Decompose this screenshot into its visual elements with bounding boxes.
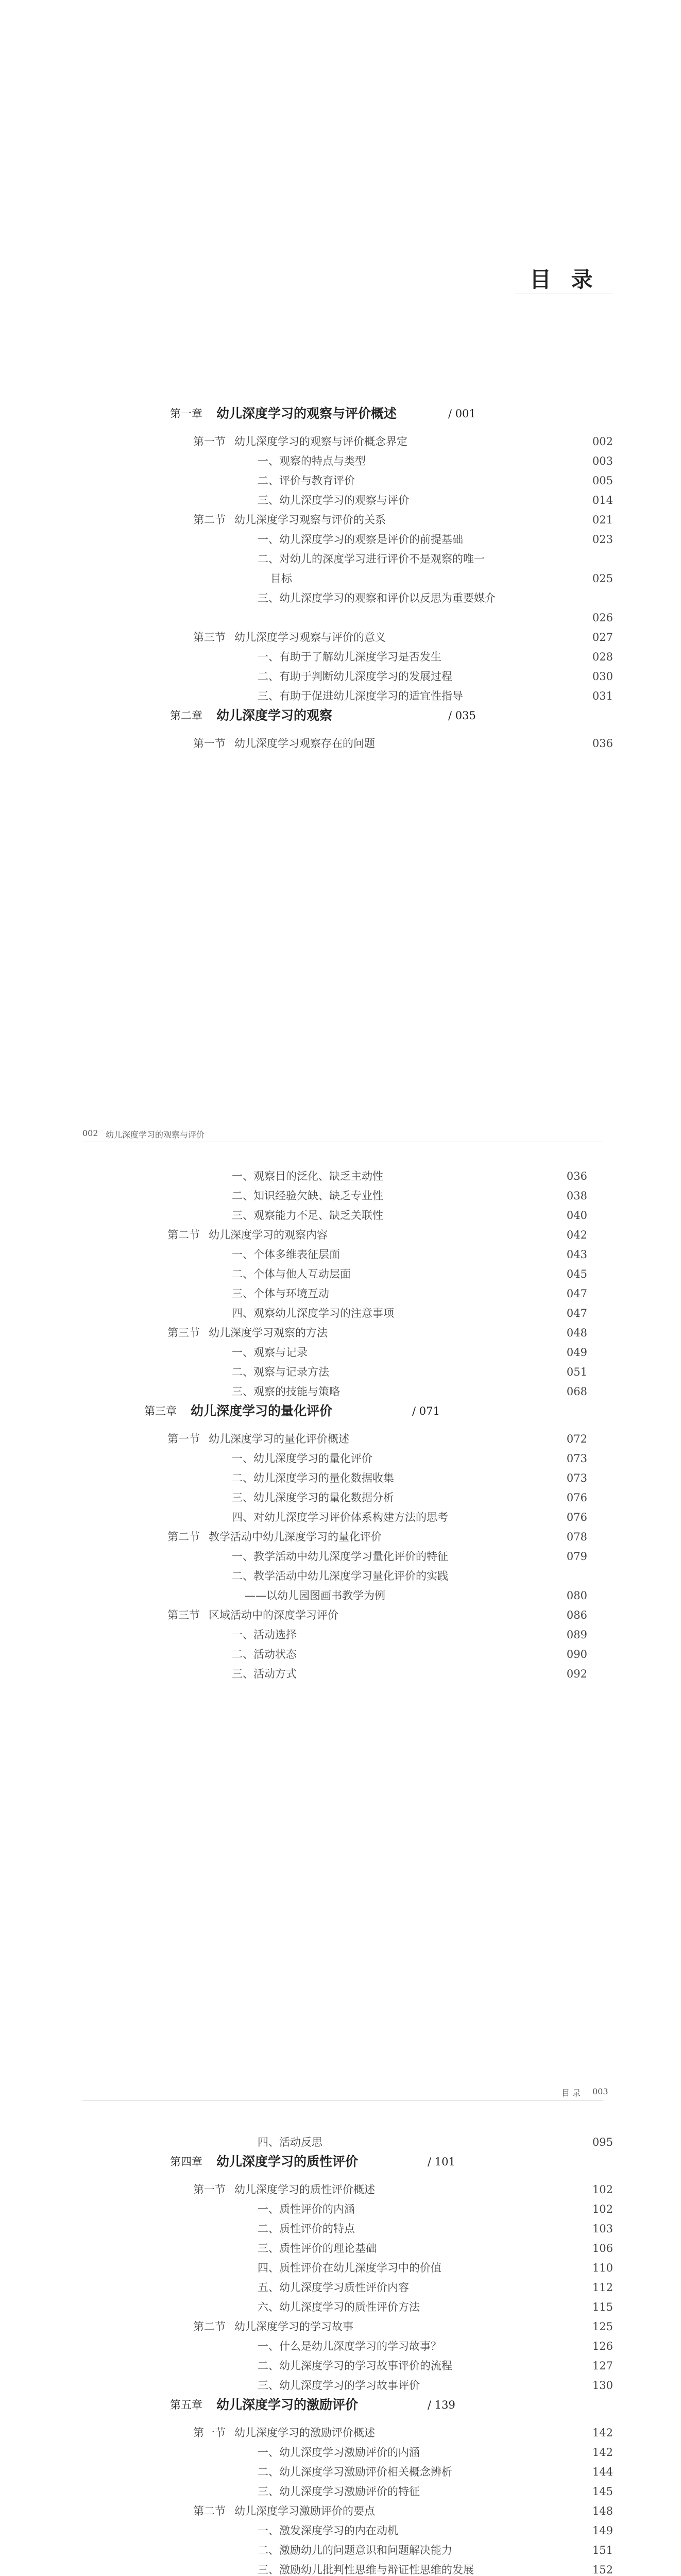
page-number: 049 bbox=[566, 1346, 587, 1359]
page-number: 051 bbox=[566, 1366, 587, 1378]
toc-item[interactable] bbox=[144, 1547, 587, 1566]
toc-item[interactable] bbox=[144, 1449, 587, 1468]
toc-title: 目 录 bbox=[530, 267, 599, 292]
chapter-title: 幼儿深度学习的激励评价 bbox=[216, 2397, 359, 2412]
page-number: 144 bbox=[592, 2466, 613, 2478]
item-title: 三、幼儿深度学习的量化数据分析 bbox=[232, 1492, 394, 1504]
section-title: 幼儿深度学习的观察与评价概念界定 bbox=[234, 435, 407, 448]
section-title: 幼儿深度学习观察的方法 bbox=[209, 1327, 328, 1339]
item-title: 二、教学活动中幼儿深度学习量化评价的实践 bbox=[232, 1570, 448, 1582]
section-title: 幼儿深度学习的质性评价概述 bbox=[234, 2183, 375, 2196]
page-number: 068 bbox=[566, 1385, 587, 1398]
page-number: 125 bbox=[592, 2320, 613, 2333]
item-title: 一、什么是幼儿深度学习的学习故事？ bbox=[258, 2340, 441, 2352]
section-title: 幼儿深度学习的激励评价概述 bbox=[234, 2427, 375, 2439]
item-title: 三、幼儿深度学习激励评价的特征 bbox=[258, 2485, 420, 2498]
toc-item[interactable] bbox=[170, 2376, 613, 2395]
toc-item[interactable] bbox=[170, 667, 613, 686]
item-title: 二、个体与他人互动层面 bbox=[232, 1268, 351, 1280]
section-label: 第三节 bbox=[193, 631, 226, 643]
toc-chapter[interactable] bbox=[170, 706, 613, 725]
page-header-number: 003 bbox=[592, 2087, 608, 2096]
page-number: 112 bbox=[592, 2281, 613, 2294]
section-title: 教学活动中幼儿深度学习的量化评价 bbox=[209, 1531, 382, 1543]
item-title: 一、质性评价的内涵 bbox=[258, 2203, 355, 2215]
page-number: 031 bbox=[592, 690, 613, 702]
item-title: 三、观察的技能与策略 bbox=[232, 1385, 340, 1398]
page-number: 080 bbox=[566, 1589, 587, 1602]
item-title: 二、质性评价的特点 bbox=[258, 2223, 355, 2235]
page-number: 047 bbox=[566, 1287, 587, 1300]
section-label: 第一节 bbox=[193, 2427, 226, 2439]
page-number: 003 bbox=[592, 455, 613, 467]
section-label: 第二节 bbox=[193, 2505, 226, 2517]
page-number: 151 bbox=[592, 2544, 613, 2556]
page-number: 106 bbox=[592, 2242, 613, 2255]
item-title: 一、观察目的泛化、缺乏主动性 bbox=[232, 1170, 383, 1182]
section-label: 第一节 bbox=[193, 435, 226, 448]
page-number: 002 bbox=[592, 435, 613, 448]
toc-item[interactable] bbox=[170, 589, 613, 607]
item-title: 三、质性评价的理论基础 bbox=[258, 2242, 377, 2255]
page-number: 073 bbox=[566, 1472, 587, 1484]
page-number: 092 bbox=[566, 1668, 587, 1680]
toc-item[interactable] bbox=[144, 1187, 587, 1205]
chapter-title: 幼儿深度学习的观察与评价概述 bbox=[216, 406, 397, 421]
toc-item[interactable] bbox=[144, 1167, 587, 1185]
section-label: 第一节 bbox=[193, 2183, 226, 2196]
item-title: 二、有助于判断幼儿深度学习的发展过程 bbox=[258, 670, 452, 683]
item-title: 目标 bbox=[270, 572, 292, 585]
toc-section[interactable] bbox=[170, 511, 613, 529]
item-title: 三、观察能力不足、缺乏关联性 bbox=[232, 1209, 383, 1222]
item-title: 四、观察幼儿深度学习的注意事项 bbox=[232, 1307, 394, 1319]
toc-section[interactable] bbox=[170, 628, 613, 647]
section-label: 第二节 bbox=[193, 2320, 226, 2333]
toc-item[interactable] bbox=[144, 1488, 587, 1507]
toc-section[interactable] bbox=[170, 2180, 613, 2199]
page-number: 149 bbox=[592, 2524, 613, 2537]
item-title: 二、知识经验欠缺、缺乏专业性 bbox=[232, 1190, 383, 1202]
page-number: 028 bbox=[592, 651, 613, 663]
page-number: 026 bbox=[592, 612, 613, 624]
item-title: 三、幼儿深度学习的观察与评价 bbox=[258, 494, 409, 506]
item-title: 二、幼儿深度学习的量化数据收集 bbox=[232, 1472, 394, 1484]
chapter-page: / 101 bbox=[428, 2156, 455, 2168]
page-number: 030 bbox=[592, 670, 613, 683]
toc-item[interactable] bbox=[170, 648, 613, 666]
chapter-label: 第三章 bbox=[144, 1405, 177, 1417]
item-title: 二、幼儿深度学习激励评价相关概念辨析 bbox=[258, 2466, 452, 2478]
page-number: 076 bbox=[566, 1492, 587, 1504]
page-number: 042 bbox=[566, 1229, 587, 1241]
item-title: 二、激励幼儿的问题意识和问题解决能力 bbox=[258, 2544, 452, 2556]
section-title: 区域活动中的深度学习评价 bbox=[209, 1609, 338, 1621]
page-number: 048 bbox=[566, 1327, 587, 1339]
item-title: 一、幼儿深度学习的观察是评价的前提基础 bbox=[258, 533, 463, 546]
toc-item[interactable] bbox=[170, 2133, 613, 2151]
toc-item[interactable] bbox=[144, 1508, 587, 1527]
item-title: 一、幼儿深度学习的量化评价 bbox=[232, 1452, 372, 1465]
toc-item[interactable] bbox=[170, 2200, 613, 2218]
toc-item[interactable] bbox=[144, 1382, 587, 1401]
page-number: 043 bbox=[566, 1248, 587, 1261]
page-number: 036 bbox=[566, 1170, 587, 1182]
toc-item[interactable] bbox=[144, 1284, 587, 1303]
toc-item[interactable] bbox=[170, 2561, 613, 2576]
page-number: 005 bbox=[592, 474, 613, 487]
item-title: 四、质性评价在幼儿深度学习中的价值 bbox=[258, 2262, 441, 2274]
toc-item[interactable] bbox=[170, 2337, 613, 2355]
toc-item[interactable] bbox=[170, 2298, 613, 2316]
toc-item[interactable] bbox=[144, 1645, 587, 1664]
item-title: 三、有助于促进幼儿深度学习的适宜性指导 bbox=[258, 690, 463, 702]
toc-item[interactable] bbox=[144, 1469, 587, 1487]
toc-item[interactable] bbox=[144, 1304, 587, 1323]
item-title: 一、活动选择 bbox=[232, 1629, 297, 1641]
page-number: 072 bbox=[566, 1433, 587, 1445]
page-header-title: 幼儿深度学习的观察与评价 bbox=[106, 1130, 205, 1140]
toc-section[interactable] bbox=[144, 1226, 587, 1244]
item-title: 四、活动反思 bbox=[258, 2136, 322, 2148]
section-label: 第二节 bbox=[167, 1229, 200, 1241]
page-number: 142 bbox=[592, 2446, 613, 2459]
toc-item[interactable] bbox=[144, 1343, 587, 1362]
section-label: 第一节 bbox=[193, 737, 226, 750]
toc-item[interactable] bbox=[144, 1265, 587, 1283]
page-number: 040 bbox=[566, 1209, 587, 1222]
item-title: 三、激励幼儿批判性思维与辩证性思维的发展 bbox=[258, 2564, 474, 2576]
page-number: 142 bbox=[592, 2427, 613, 2439]
page-number: 127 bbox=[592, 2360, 613, 2372]
section-label: 第二节 bbox=[193, 514, 226, 526]
toc-section[interactable] bbox=[170, 432, 613, 451]
section-title: 幼儿深度学习观察存在的问题 bbox=[234, 737, 375, 750]
section-label: 第一节 bbox=[167, 1433, 200, 1445]
page-number: 090 bbox=[566, 1648, 587, 1660]
toc-item[interactable] bbox=[144, 1363, 587, 1381]
page-number: 079 bbox=[566, 1550, 587, 1563]
toc-item[interactable] bbox=[170, 2278, 613, 2297]
page-number: 047 bbox=[566, 1307, 587, 1319]
toc-section[interactable] bbox=[170, 734, 613, 753]
page-number: 038 bbox=[566, 1190, 587, 1202]
section-title: 幼儿深度学习激励评价的要点 bbox=[234, 2505, 375, 2517]
toc-item[interactable] bbox=[170, 608, 613, 627]
item-title: 四、对幼儿深度学习评价体系构建方法的思考 bbox=[232, 1511, 448, 1523]
toc-item[interactable] bbox=[170, 2357, 613, 2375]
chapter-page: / 071 bbox=[412, 1405, 440, 1417]
toc-section[interactable] bbox=[170, 2502, 613, 2520]
item-title: 三、活动方式 bbox=[232, 1668, 297, 1680]
page-header-title: 目 录 bbox=[561, 2088, 581, 2098]
toc-item[interactable] bbox=[144, 1206, 587, 1225]
toc-chapter[interactable] bbox=[170, 2396, 613, 2414]
page-number: 148 bbox=[592, 2505, 613, 2517]
section-label: 第三节 bbox=[167, 1327, 200, 1339]
toc-item[interactable] bbox=[170, 2463, 613, 2481]
page-number: 115 bbox=[592, 2301, 613, 2313]
section-label: 第二节 bbox=[167, 1531, 200, 1543]
toc-chapter[interactable] bbox=[170, 404, 613, 423]
chapter-title: 幼儿深度学习的观察 bbox=[216, 708, 333, 723]
toc-item[interactable] bbox=[170, 687, 613, 705]
toc-item[interactable] bbox=[170, 491, 613, 510]
item-title: 一、有助于了解幼儿深度学习是否发生 bbox=[258, 651, 441, 663]
toc-item[interactable] bbox=[170, 569, 613, 588]
item-title: 二、活动状态 bbox=[232, 1648, 297, 1660]
page-number: 130 bbox=[592, 2379, 613, 2392]
toc-section[interactable] bbox=[144, 1324, 587, 1342]
toc-item[interactable] bbox=[170, 2239, 613, 2258]
page-number: 076 bbox=[566, 1511, 587, 1523]
page-number: 152 bbox=[592, 2564, 613, 2576]
toc-item[interactable] bbox=[144, 1586, 587, 1605]
toc-item[interactable] bbox=[170, 2443, 613, 2462]
toc-section[interactable] bbox=[144, 1430, 587, 1448]
item-title: 二、评价与教育评价 bbox=[258, 474, 355, 487]
chapter-label: 第一章 bbox=[170, 408, 202, 420]
section-label: 第三节 bbox=[167, 1609, 200, 1621]
page-number: 078 bbox=[566, 1531, 587, 1543]
page-number: 145 bbox=[592, 2485, 613, 2498]
page-number: 027 bbox=[592, 631, 613, 643]
toc-chapter[interactable] bbox=[170, 2153, 613, 2171]
item-title: 五、幼儿深度学习质性评价内容 bbox=[258, 2281, 409, 2294]
page-number: 023 bbox=[592, 533, 613, 546]
page-number: 021 bbox=[592, 514, 613, 526]
toc-item[interactable] bbox=[144, 1665, 587, 1683]
item-title: 三、幼儿深度学习的观察和评价以反思为重要媒介 bbox=[258, 592, 496, 604]
item-title: 二、对幼儿的深度学习进行评价不是观察的唯一 bbox=[258, 553, 485, 565]
toc-item[interactable] bbox=[170, 452, 613, 470]
page-number: 089 bbox=[566, 1629, 587, 1641]
page-number: 036 bbox=[592, 737, 613, 750]
chapter-label: 第二章 bbox=[170, 709, 202, 722]
item-title: 一、激发深度学习的内在动机 bbox=[258, 2524, 398, 2537]
chapter-page: / 035 bbox=[448, 709, 476, 722]
item-title: 一、个体多维表征层面 bbox=[232, 1248, 340, 1261]
toc-item[interactable] bbox=[170, 2521, 613, 2540]
item-title: 三、幼儿深度学习的学习故事评价 bbox=[258, 2379, 420, 2392]
chapter-label: 第四章 bbox=[170, 2156, 202, 2168]
item-title: 一、观察与记录 bbox=[232, 1346, 308, 1359]
page-number: 102 bbox=[592, 2203, 613, 2215]
toc-section[interactable] bbox=[170, 2317, 613, 2336]
page-number: 110 bbox=[592, 2262, 613, 2274]
toc-item[interactable] bbox=[170, 530, 613, 549]
item-title: 二、观察与记录方法 bbox=[232, 1366, 329, 1378]
section-title: 幼儿深度学习观察与评价的关系 bbox=[234, 514, 386, 526]
toc-item[interactable] bbox=[144, 1567, 587, 1585]
page-header-number: 002 bbox=[82, 1128, 98, 1138]
section-title: 幼儿深度学习的量化评价概述 bbox=[209, 1433, 349, 1445]
section-title: 幼儿深度学习观察与评价的意义 bbox=[234, 631, 386, 643]
section-title: 幼儿深度学习的观察内容 bbox=[209, 1229, 328, 1241]
chapter-title: 幼儿深度学习的质性评价 bbox=[216, 2154, 359, 2169]
page-number: 126 bbox=[592, 2340, 613, 2352]
item-title: 六、幼儿深度学习的质性评价方法 bbox=[258, 2301, 420, 2313]
toc-item[interactable] bbox=[170, 2482, 613, 2501]
chapter-label: 第五章 bbox=[170, 2399, 202, 2411]
chapter-page: / 001 bbox=[448, 408, 476, 420]
page-number: 045 bbox=[566, 1268, 587, 1280]
toc-item[interactable] bbox=[170, 2541, 613, 2560]
page-number: 102 bbox=[592, 2183, 613, 2196]
toc-item[interactable] bbox=[144, 1625, 587, 1644]
chapter-page: / 139 bbox=[428, 2399, 455, 2411]
toc-item[interactable] bbox=[170, 2219, 613, 2238]
item-title: 三、个体与环境互动 bbox=[232, 1287, 329, 1300]
toc-item[interactable] bbox=[170, 2259, 613, 2277]
page-number: 073 bbox=[566, 1452, 587, 1465]
page-number: 025 bbox=[592, 572, 613, 585]
toc-item[interactable] bbox=[144, 1245, 587, 1264]
page-number: 095 bbox=[592, 2136, 613, 2148]
toc-item[interactable] bbox=[170, 471, 613, 490]
item-title: 一、幼儿深度学习激励评价的内涵 bbox=[258, 2446, 420, 2459]
toc-section[interactable] bbox=[170, 2424, 613, 2442]
toc-section[interactable] bbox=[144, 1528, 587, 1546]
toc-section[interactable] bbox=[144, 1606, 587, 1624]
item-title: 二、幼儿深度学习的学习故事评价的流程 bbox=[258, 2360, 452, 2372]
page-number: 014 bbox=[592, 494, 613, 506]
item-title: 一、观察的特点与类型 bbox=[258, 455, 366, 467]
item-title: ——以幼儿园图画书教学为例 bbox=[245, 1589, 385, 1602]
page-number: 086 bbox=[566, 1609, 587, 1621]
page-number: 103 bbox=[592, 2223, 613, 2235]
item-title: 一、教学活动中幼儿深度学习量化评价的特征 bbox=[232, 1550, 448, 1563]
toc-item[interactable] bbox=[170, 550, 613, 568]
chapter-title: 幼儿深度学习的量化评价 bbox=[191, 1403, 333, 1418]
toc-chapter[interactable] bbox=[144, 1402, 587, 1420]
section-title: 幼儿深度学习的学习故事 bbox=[234, 2320, 353, 2333]
